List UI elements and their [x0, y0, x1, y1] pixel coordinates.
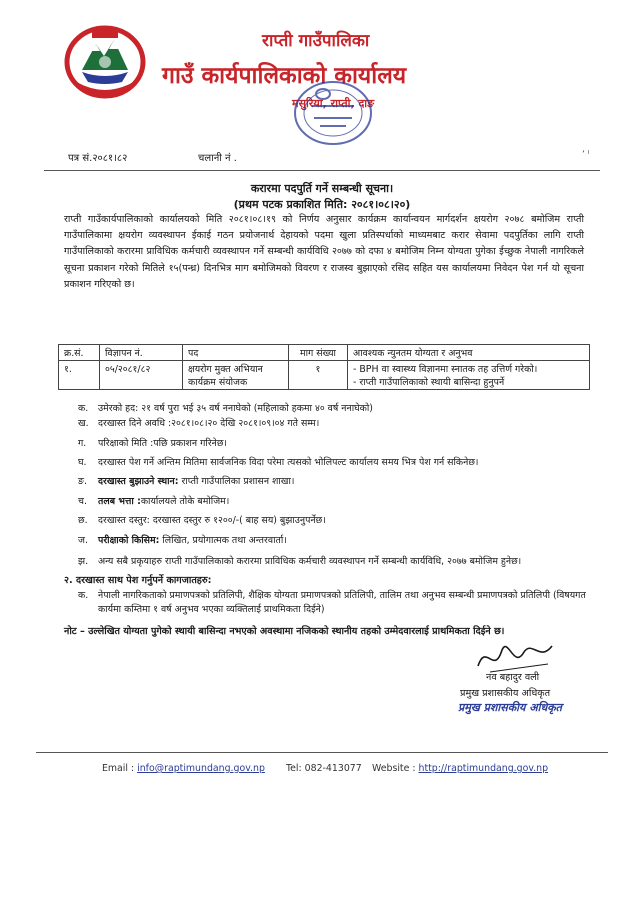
- header-post: पद: [183, 345, 289, 361]
- documents-heading: २. दरखास्त साथ पेश गर्नुपर्ने कागजातहरु:: [64, 575, 212, 586]
- email-link[interactable]: info@raptimundang.gov.np: [137, 763, 265, 774]
- documents-item: क. नेपाली नागरिकताको प्रमाणपत्रको प्रतिलिपी, शैक्षिक योग्यता प्रमाणपत्रको प्रतिलिपी, तालिम तथा अनुभव सम्बन्धी प्रमाणपत्रको प्रतिलिपी (विषयगत कार्यमा कम्तिमा १ वर्ष अनुभव भएका व्यक्तिलाई प्राथमिकता दिईने): [78, 590, 586, 615]
- municipality-name: राप्ती गाउँपालिका: [262, 31, 370, 51]
- qualification-line-2: - राप्ती गाउँपालिकाको स्थायी बासिन्दा हुनुपर्ने: [353, 377, 505, 388]
- list-item: घ. दरखास्त पेश गर्ने अन्तिम मितिमा सार्वजनिक विदा परेमा त्यसको भोलिपल्ट कार्यालय समय भित्र पेश गर्न सकिनेछ।: [78, 457, 479, 468]
- header-qualification: आवश्यक न्युनतम योग्यता र अनुभव: [348, 345, 590, 361]
- signatory-name: नव बहादुर वली: [486, 672, 540, 683]
- ink-mark: ʼ ˡ: [582, 150, 590, 160]
- cell-sn: १.: [59, 361, 100, 390]
- designation-stamp: प्रमुख प्रशासकीय अधिकृत: [458, 701, 562, 714]
- footer-tel: Tel: 082-413077: [286, 763, 362, 774]
- emblem-logo: [62, 22, 148, 102]
- office-name: गाउँ कार्यपालिकाको कार्यालय: [162, 63, 407, 89]
- list-item: झ. अन्य सबै प्रकृयाहरु राप्ती गाउँपालिकाको करारमा प्राविधिक कर्मचारी व्यवस्थापन गर्ने सम्बन्धी कार्यविधि, २०७७ बमोजिम हुनेछ।: [78, 556, 522, 567]
- qualification-line-1: - BPH वा स्वास्थ्य विज्ञानमा स्नातक तह उत्तिर्ण गरेको।: [353, 364, 538, 375]
- cell-ad-no: ०५/२०८१/८२: [100, 361, 183, 390]
- header-ad-no: विज्ञापन नं.: [100, 345, 183, 361]
- notice-title: करारमा पदपुर्ति गर्ने सम्बन्धी सूचना।: [250, 182, 394, 195]
- conditions-list: [78, 402, 590, 569]
- note-text: नोट – उल्लेखित योग्यता पुगेको स्थायी बासिन्दा नभएको अवस्थामा नजिकको स्थानीय तहको उम्मेदवारलाई प्राथमिकता दिईने छ।: [64, 626, 505, 637]
- footer-website: [372, 763, 548, 774]
- notice-body: राप्ती गाउँकार्यपालिकाको कार्यालयको मिति २०८१।०८।१९ को निर्णय अनुसार कार्यक्रम कार्यान्वयन मार्गदर्शन क्षयरोग २०७८ बमोजिम राप्ती गाउँपालिकामा क्षयरोग व्यवस्थापन ईकाई गठन प्रयोजनार्थ देहायको पदमा खुला प्रतिस्पर्धाको माध्यमबाट करार सेवामा पदपुर्तिका लागि राप्ती गाउँपालिकाको करारमा प्राविधिक कर्मचारी व्यवस्थापन गर्ने सम्बन्धी कार्यविधि २०७७ को दफा ४ बमोजिम निम्न योग्यता पुगेका ईच्छुक नेपाली नागरिकले सूचना प्रकाशन गरेको मितिले १५(पन्ध्र) दिनभित्र माग बमोजिमको विवरण र राजस्व बुझाएको रसिद सहित यस कार्यालयमा निवेदन पेश गर्न यो सूचना प्रकाशन गरिएको छ।: [64, 214, 584, 290]
- list-item: ख. दरखास्त दिने अवधि :२०८१।०८।२० देखि २०८१।०९।०४ गते सम्म।: [78, 418, 320, 429]
- website-label: Website :: [372, 763, 416, 774]
- office-address: मसुरिया, राप्ती, दाङ: [292, 97, 375, 110]
- header-divider: [44, 170, 600, 171]
- cell-post: क्षयरोग मुक्त अभियान कार्यक्रम संयोजक: [183, 361, 289, 390]
- header-count: माग संख्या: [289, 345, 348, 361]
- list-item: च. तलब भत्ता :कार्यालयले तोके बमोजिम।: [78, 496, 230, 507]
- cell-count: १: [289, 361, 348, 390]
- vacancy-table: [58, 344, 590, 390]
- list-item: छ. दरखास्त दस्तुर: दरखास्त दस्तुर रु १२००/-( बाह सय) बुझाउनुपर्नेछ।: [78, 515, 326, 526]
- list-item: क. उमेरको हद: २१ वर्ष पुरा भई ३५ वर्ष ननाघेको (महिलाको हकमा ४० वर्ष ननाघेको): [78, 403, 373, 414]
- website-link[interactable]: http://raptimundang.gov.np: [418, 763, 549, 774]
- chalani-number: चलानी नं .: [198, 153, 237, 164]
- email-label: Email :: [102, 763, 135, 774]
- list-item: ज. परीक्षाको किसिम: लिखित, प्रयोगात्मक तथा अन्तरवार्ता।: [78, 535, 287, 546]
- office-stamp: [290, 76, 376, 150]
- notice-subtitle: (प्रथम पटक प्रकाशित मिति: २०८१।०८।२०): [233, 198, 411, 211]
- table-header-row: [59, 345, 590, 361]
- footer-divider: [36, 752, 608, 753]
- table-row: [59, 361, 590, 390]
- list-item: ङ. दरखास्त बुझाउने स्थान: राप्ती गाउँपालिका प्रशासन शाखा।: [78, 476, 295, 487]
- list-item: ग. परिक्षाको मिति :पछि प्रकाशन गरिनेछ।: [78, 438, 227, 449]
- signatory-designation: प्रमुख प्रशासकीय अधिकृत: [460, 688, 551, 699]
- patra-number: पत्र सं.२०८१।८२: [68, 153, 128, 164]
- cell-qualification: [348, 361, 590, 390]
- footer-email: [102, 763, 265, 774]
- header-sn: क्र.सं.: [59, 345, 100, 361]
